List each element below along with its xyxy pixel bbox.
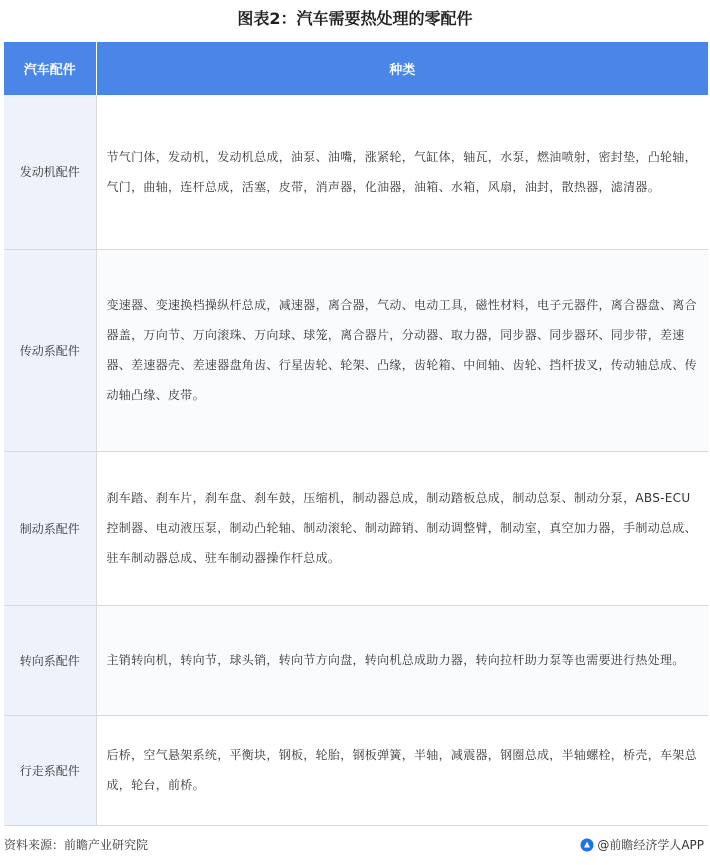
items-cell: 刹车踏、刹车片，刹车盘、刹车鼓，压缩机，制动器总成，制动踏板总成，制动总泵、制动分泵，ABS-ECU 控制器、电动液压泵，制动凸轮轴、制动滚轮、制动蹄销、制动调整臂，制动室，真空加力器，手制动总成、驻车制动器总成、驻车制动器操作杆总成。	[96, 451, 708, 605]
chart-title: 图表2：汽车需要热处理的零配件	[237, 9, 473, 28]
parts-table	[4, 42, 708, 826]
category-cell: 转向系配件	[4, 605, 96, 715]
category-cell: 制动系配件	[4, 451, 96, 605]
category-cell: 传动系配件	[4, 249, 96, 451]
category-cell: 行走系配件	[4, 715, 96, 825]
items-cell: 主销转向机，转向节，球头销，转向节方向盘，转向机总成助力器，转向拉杆助力泵等也需要进行热处理。	[96, 605, 708, 715]
table-row	[4, 451, 708, 605]
items-cell: 变速器、变速换档操纵杆总成，减速器，离合器，气动、电动工具，磁性材料，电子元器件，离合器盘、离合器盖，万向节、万向滚珠、万向球、球笼，离合器片，分动器、取力器，同步器、同步器环、同步带，差速器、差速器壳、差速器盘角齿、行星齿轮、轮架、凸缘，齿轮箱、中间轴、齿轮、挡杆拔叉，传动轴总成、传动轴凸缘、皮带。	[96, 249, 708, 451]
source-note: 资料来源：前瞻产业研究院	[4, 838, 149, 852]
brand-credit	[580, 836, 704, 853]
header-category: 汽车配件	[4, 42, 96, 95]
category-cell: 发动机配件	[4, 95, 96, 249]
table-row	[4, 605, 708, 715]
table-row	[4, 715, 708, 825]
brand-logo-icon	[580, 838, 594, 852]
table-header-row	[4, 42, 708, 95]
items-cell: 节气门体，发动机，发动机总成，油泵、油嘴，涨紧轮，气缸体，轴瓦，水泵，燃油喷射，密封垫，凸轮轴，气门，曲轴，连杆总成，活塞，皮带，消声器，化油器，油箱、水箱，风扇，油封，散热器，滤清器。	[96, 95, 708, 249]
brand-label: @前瞻经济学人APP	[597, 838, 704, 852]
items-cell: 后桥，空气悬架系统，平衡块，钢板，轮胎，钢板弹簧，半轴，减震器，钢圈总成，半轴螺栓，桥壳，车架总成，轮台，前桥。	[96, 715, 708, 825]
table-row	[4, 249, 708, 451]
table-row	[4, 95, 708, 249]
header-types: 种类	[96, 42, 708, 95]
